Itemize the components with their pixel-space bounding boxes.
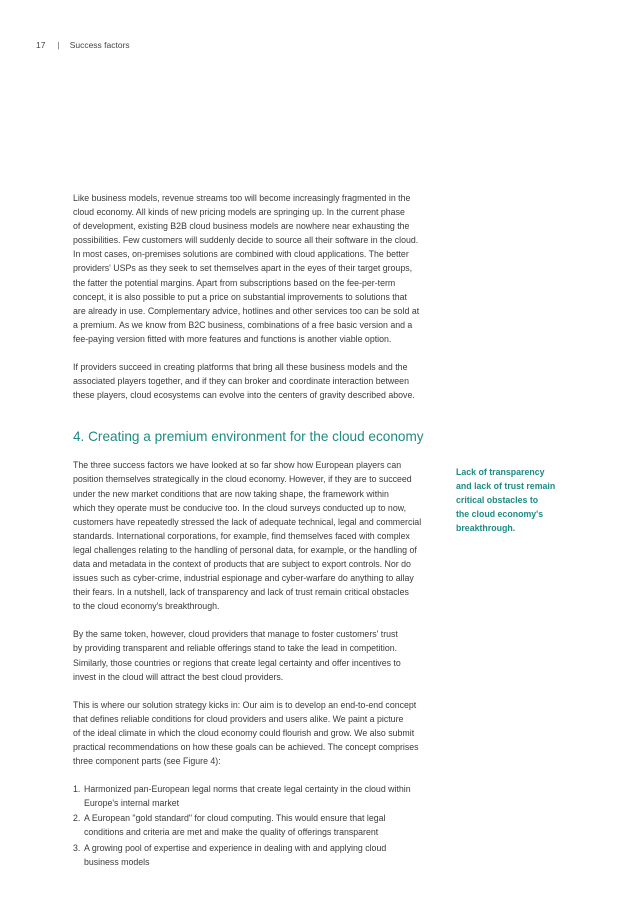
list-item-number: 1. <box>73 784 81 795</box>
pull-quote: Lack of transparency and lack of trust remain critical obstacles to the cloud economy's breakthrough. <box>456 467 556 534</box>
list-item <box>73 841 443 869</box>
list-item-number: 3. <box>73 842 81 853</box>
section-heading: 4. Creating a premium environment for the cloud economy <box>73 429 424 445</box>
page-header <box>36 40 130 50</box>
page-number: 17 <box>36 40 46 50</box>
paragraph-platforms: If providers succeed in creating platforms that bring all these business models and the associated players together, and if they can broker and coordinate interaction between these players, cloud ecosystems can evolve into the centers of gravity described above. <box>73 362 415 401</box>
paragraph-revenue-streams: Like business models, revenue streams too will become increasingly fragmented in the cloud economy. All kinds of new pricing models are springing up. In the current phase of development, existing B2B cloud business models are nowhere near exhausting the possibilities. Few customers will suddenly decide to source all their software in the cloud. In most cases, on-premises solutions are combined with cloud applications. The better providers' USPs as they seek to set themselves apart in the eyes of their target groups, the fatter the potential margins. Apart from subscriptions based on the fee-per-term concept, it is also possible to put a price on substantial improvements to solutions that are already in use. Complementary advice, hotlines and other services too can be sold at a premium. As we know from B2C business, combinations of a free basic version and a fee-paying version fitted with more features and functions is another viable option. <box>73 193 420 344</box>
paragraph-success-factors: The three success factors we have looked at so far show how European players can position themselves strategically in the cloud economy. However, if they are to succeed under the new market conditions that are now taking shape, the framework within which they operate must be conducive too. In the cloud surveys conducted up to now, customers have repeatedly stressed the lack of adequate technical, legal and commercial standards. International corporations, for example, find themselves faced with complex legal challenges relating to the handling of personal data, for example, or the handling of data and metadata in the context of products that are subject to export controls. Nor do issues such as cyber-crime, industrial espionage and cyber-warfare do anything to allay their fears. In a nutshell, lack of transparency and lack of trust remain critical obstacles to the cloud economy's breakthrough. <box>73 460 422 612</box>
header-separator: | <box>57 40 60 50</box>
list-item <box>73 811 443 839</box>
list-item-text: A European "gold standard" for cloud computing. This would ensure that legal conditions and criteria are met and make the quality of offerings transparent <box>84 813 386 838</box>
list-item-text: Harmonized pan-European legal norms that create legal certainty in the cloud within Europe's internal market <box>84 784 411 809</box>
paragraph-solution-strategy: This is where our solution strategy kicks in: Our aim is to develop an end-to-end concept that defines reliable conditions for cloud providers and users alike. We paint a picture of the ideal climate in which the cloud economy could flourish and grow. We also submit practical recommendations on how these goals can be achieved. The concept comprises three component parts (see Figure 4): <box>73 699 419 767</box>
list-item-text: A growing pool of expertise and experience in dealing with and applying cloud business models <box>84 842 387 867</box>
paragraph-trust: By the same token, however, cloud providers that manage to foster customers' trust by providing transparent and reliable offerings stand to take the lead in competition. Similarly, those countries or regions that create legal certainty and offer incentives to invest in the cloud will attract the best cloud providers. <box>73 629 401 682</box>
component-list <box>73 782 443 869</box>
main-content <box>73 191 443 870</box>
section-title: Success factors <box>69 40 130 50</box>
list-item <box>73 782 443 810</box>
list-item-number: 2. <box>73 813 81 824</box>
